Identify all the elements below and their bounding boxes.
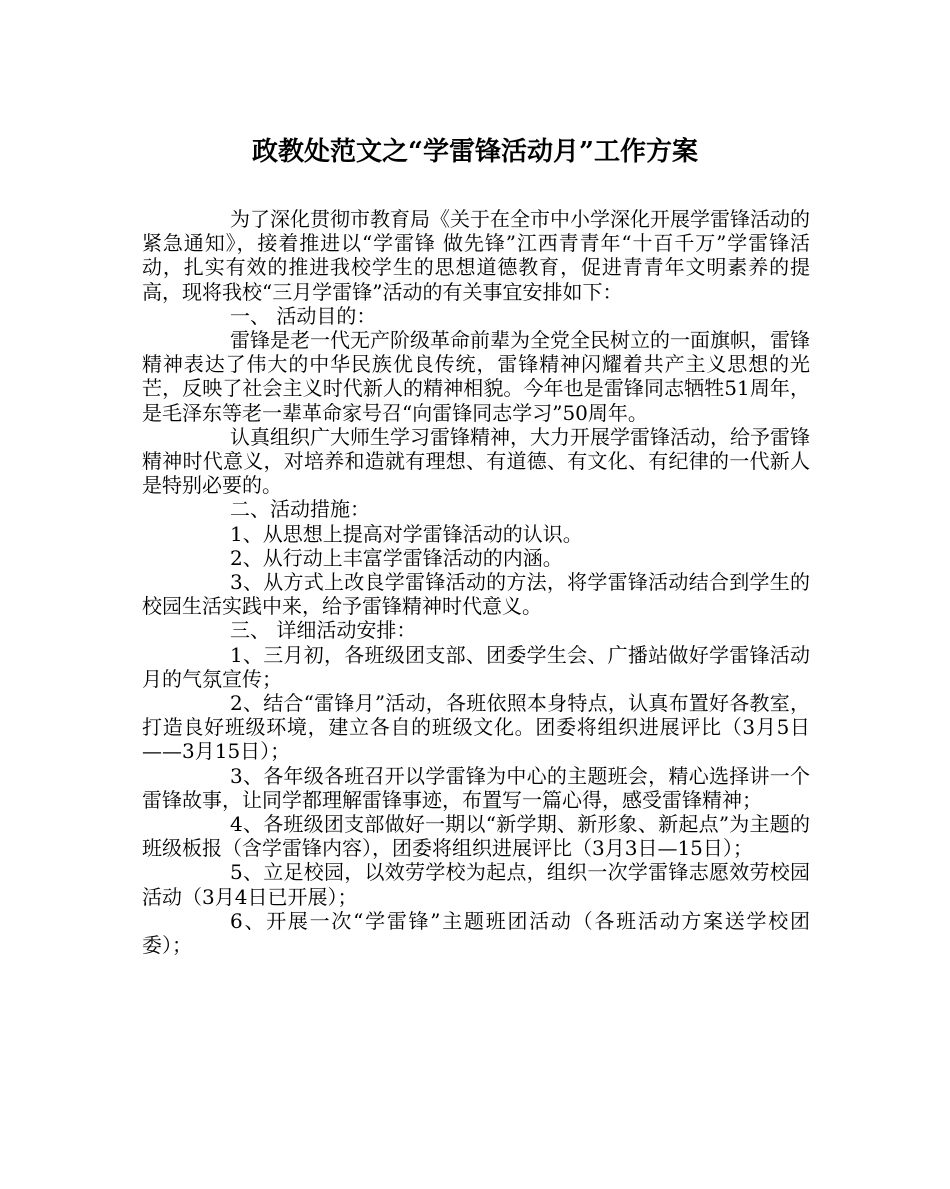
measure-item-3: 3、从方式上改良学雷锋活动的方法，将学雷锋活动结合到学生的校园生活实践中来，给予雷锋精神时代意义。: [142, 570, 810, 619]
measure-item-1: 1、从思想上提高对学雷锋活动的认识。: [230, 521, 583, 546]
section-heading-arrangement: 三、 详细活动安排：: [230, 618, 417, 643]
section-heading-measures: 二、活动措施：: [230, 497, 370, 522]
arrangement-item-1: 1、三月初，各班级团支部、团委学生会、广播站做好学雷锋活动月的气氛宣传；: [142, 642, 810, 691]
document-title: 政教处范文之“学雷锋活动月”工作方案: [252, 137, 698, 167]
paragraph-intro: 为了深化贯彻市教育局《关于在全市中小学深化开展学雷锋活动的紧急通知》，接着推进以“学雷锋 做先锋”江西青青年“十百千万”学雷锋活动，扎实有效的推进我校学生的思想道德教育，促进青青年文明素养的提高，现将我校“三月学雷锋”活动的有关事宜安排如下：: [142, 207, 810, 304]
arrangement-item-5: 5、立足校园，以效劳学校为起点，组织一次学雷锋志愿效劳校园活动（3月4日已开展）；: [142, 860, 810, 909]
measure-item-2: 2、从行动上丰富学雷锋活动的内涵。: [230, 545, 563, 570]
arrangement-item-2: 2、结合“雷锋月”活动，各班依照本身特点，认真布置好各教室，打造良好班级环境，建立各自的班级文化。团委将组织进展评比（3月5日——3月15日）；: [142, 691, 810, 764]
arrangement-item-3: 3、各年级各班召开以学雷锋为中心的主题班会，精心选择讲一个雷锋故事，让同学都理解雷锋事迹，布置写一篇心得，感受雷锋精神；: [142, 763, 810, 812]
document-body: [142, 207, 810, 957]
arrangement-item-6: 6、开展一次“学雷锋”主题班团活动（各班活动方案送学校团委）；: [142, 908, 810, 958]
section-heading-purpose: 一、 活动目的：: [230, 303, 377, 328]
arrangement-item-4: 4、各班级团支部做好一期以“新学期、新形象、新起点”为主题的班级板报（含学雷锋内容），团委将组织进展评比（3月3日—15日）；: [142, 812, 810, 861]
paragraph-purpose-1: 雷锋是老一代无产阶级革命前辈为全党全民树立的一面旗帜，雷锋精神表达了伟大的中华民族优良传统，雷锋精神闪耀着共产主义思想的光芒，反映了社会主义时代新人的精神相貌。今年也是雷锋同志牺牲51周年，是毛泽东等老一辈革命家号召“向雷锋同志学习”50周年。: [142, 328, 810, 425]
paragraph-purpose-2: 认真组织广大师生学习雷锋精神，大力开展学雷锋活动，给予雷锋精神时代意义，对培养和造就有理想、有道德、有文化、有纪律的一代新人是特别必要的。: [142, 424, 810, 498]
